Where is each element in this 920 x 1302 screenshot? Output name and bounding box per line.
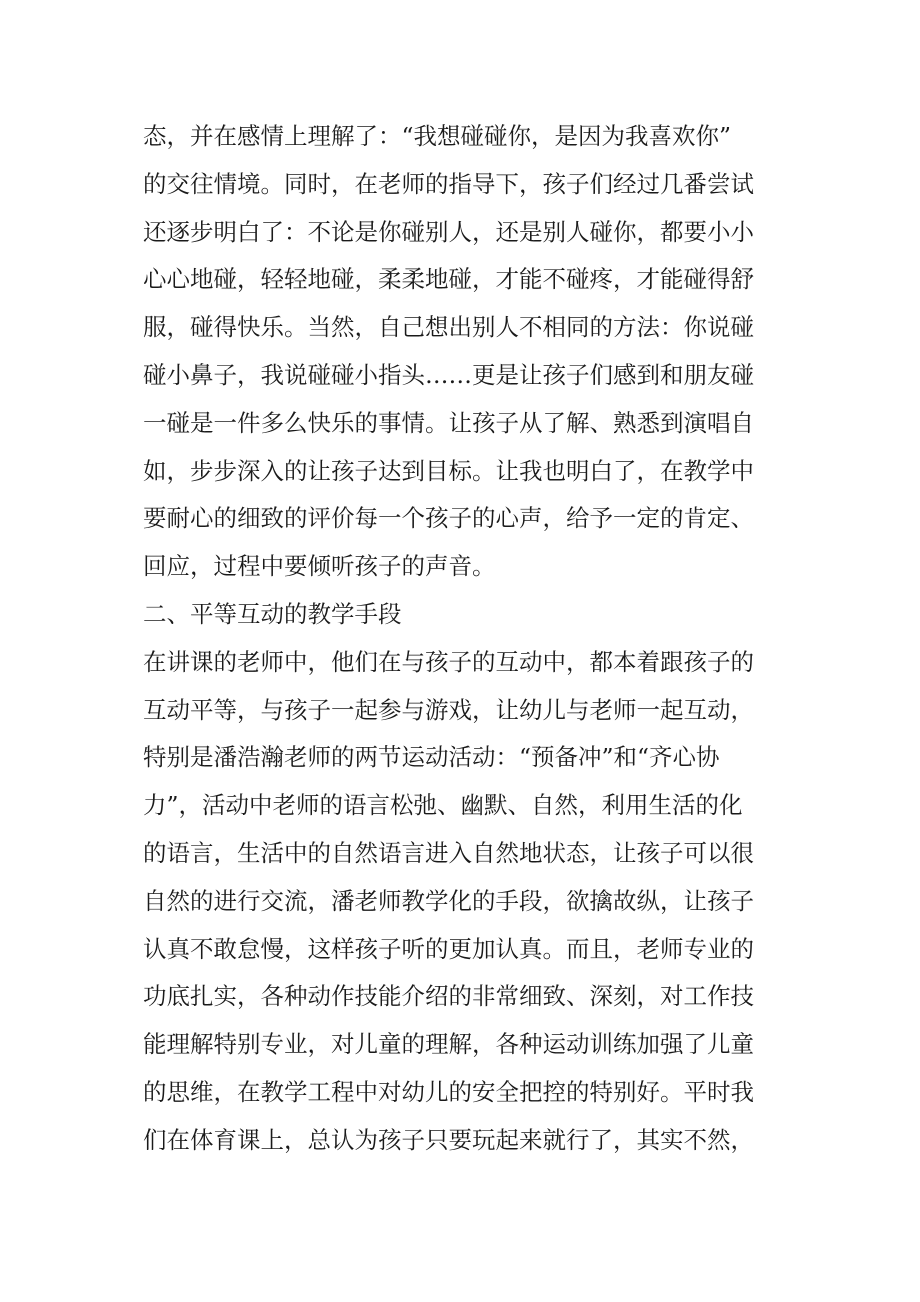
text-line: 如，步步深入的让孩子达到目标。让我也明白了，在教学中 xyxy=(143,456,754,485)
body-text xyxy=(143,113,813,1165)
text-line: 碰小鼻子，我说碰碰小指头……更是让孩子们感到和朋友碰 xyxy=(143,360,754,389)
text-line: 一碰是一件多么快乐的事情。让孩子从了解、熟悉到演唱自 xyxy=(143,408,754,437)
text-line: 们在体育课上，总认为孩子只要玩起来就行了，其实不然， xyxy=(143,1125,754,1154)
text-line: 功底扎实，各种动作技能介绍的非常细致、深刻，对工作技 xyxy=(143,982,754,1011)
text-line: 态，并在感情上理解了：“我想碰碰你，是因为我喜欢你” xyxy=(143,122,732,150)
text-line: 还逐步明白了：不论是你碰别人，还是别人碰你，都要小小 xyxy=(143,217,754,246)
text-line: 心心地碰，轻轻地碰，柔柔地碰，才能不碰疼，才能碰得舒 xyxy=(143,265,754,294)
text-line: 在讲课的老师中，他们在与孩子的互动中，都本着跟孩子的 xyxy=(143,647,754,676)
text-line: 力”，活动中老师的语言松弛、幽默、自然，利用生活的化 xyxy=(143,791,743,820)
section-heading: 二、平等互动的教学手段 xyxy=(143,599,402,628)
text-line: 自然的进行交流，潘老师教学化的手段，欲擒故纵，让孩子 xyxy=(143,886,754,915)
text-line: 要耐心的细致的评价每一个孩子的心声，给予一定的肯定、 xyxy=(143,504,754,533)
text-line: 认真不敢怠慢，这样孩子听的更加认真。而且，老师专业的 xyxy=(143,934,754,963)
text-line: 特别是潘浩瀚老师的两节运动活动：“预备冲”和“齐心协 xyxy=(143,743,720,772)
text-line: 的语言，生活中的自然语言进入自然地状态，让孩子可以很 xyxy=(143,838,754,867)
text-line: 的思维，在教学工程中对幼儿的安全把控的特别好。平时我 xyxy=(143,1077,754,1106)
text-line: 的交往情境。同时，在老师的指导下，孩子们经过几番尝试 xyxy=(143,169,754,198)
text-line: 回应，过程中要倾听孩子的声音。 xyxy=(143,552,496,581)
text-line: 服，碰得快乐。当然，自己想出别人不相同的方法：你说碰 xyxy=(143,313,754,342)
text-line: 能理解特别专业，对儿童的理解，各种运动训练加强了儿童 xyxy=(143,1030,754,1059)
text-line: 互动平等，与孩子一起参与游戏，让幼儿与老师一起互动， xyxy=(143,695,754,724)
